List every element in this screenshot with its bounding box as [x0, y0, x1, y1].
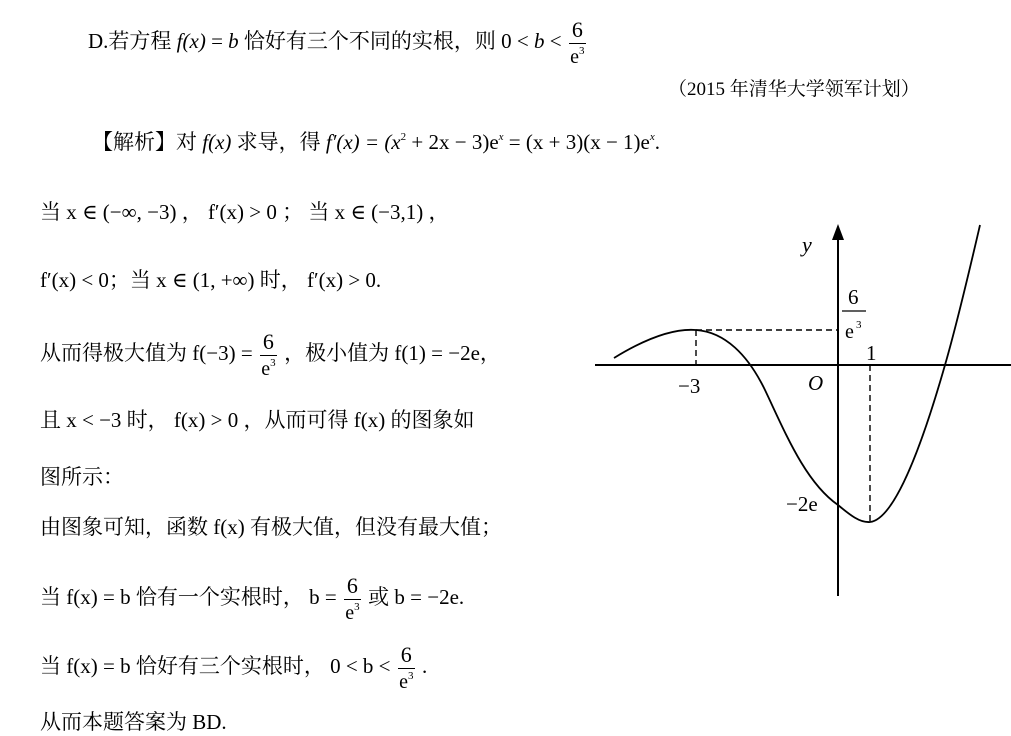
x-tick-neg3: −3 [678, 374, 701, 398]
max-value-text: 从而得极大值为 f(−3) = [40, 340, 258, 365]
frac-num: 6 [260, 330, 277, 356]
y-tick-max-exp: 3 [856, 319, 862, 331]
one-root-text: 当 f(x) = b 恰有一个实根时， b = [40, 584, 342, 609]
frac-num: 6 [344, 574, 361, 600]
ineq-lt: < [549, 28, 567, 53]
frac-den-exp: 3 [579, 45, 585, 58]
derivative-expr: f′(x) = (x [325, 130, 401, 154]
one-root-text-2: 或 b = −2e. [368, 584, 465, 609]
y-axis-arrow [832, 224, 844, 240]
ineq-b: b [534, 28, 545, 53]
text-line-4: 且 x < −3 时， f(x) > 0 ，从而可得 f(x) 的图象如 [40, 408, 475, 432]
text-line-1: 当 x ∈ (−∞, −3) ， f′(x) > 0 ； 当 x ∈ (−3,1) ， [40, 200, 450, 224]
x-tick-1: 1 [866, 341, 877, 365]
text-line-9: 从而本题答案为 BD. [40, 710, 227, 734]
text-line-6: 由图象可知，函数 f(x) 有极大值，但没有最大值； [40, 515, 502, 539]
frac-num: 6 [398, 643, 415, 669]
frac-den-base: e [261, 358, 271, 381]
derivative-expr-2: + 2x − 3)e [406, 130, 499, 154]
three-roots-period: . [422, 653, 428, 678]
frac-den-base: e [399, 671, 408, 694]
frac-den-exp: 3 [270, 357, 276, 370]
fx-expr: f(x) [176, 28, 206, 53]
equals-sign: = [211, 28, 229, 53]
min-value-text: ，极小值为 f(1) = −2e， [284, 340, 501, 365]
frac-den-base: e [570, 46, 580, 69]
frac-den-exp: 3 [354, 601, 360, 614]
three-roots-text: 当 f(x) = b 恰好有三个实根时， 0 < b < [40, 653, 396, 678]
analysis-period: . [654, 130, 661, 154]
analysis-text-1: 对 [176, 130, 203, 154]
source-citation: （2015 年清华大学领军计划） [668, 79, 920, 100]
frac-num: 6 [569, 18, 586, 44]
square-exp: 2 [400, 131, 407, 143]
y-tick-max-den: e [845, 321, 854, 343]
origin-label: O [808, 371, 824, 395]
exp-x-1: x [498, 131, 504, 143]
frac-den-exp: 3 [407, 670, 414, 683]
ineq-left: 0 < [501, 28, 535, 53]
function-curve [614, 225, 980, 522]
derivative-factored: = (x + 3)(x − 1)e [503, 130, 650, 154]
y-tick-min: −2e [786, 492, 818, 516]
text-line-5: 图所示： [40, 465, 124, 489]
option-d-text: 恰好有三个不同的实根，则 [243, 28, 502, 53]
exp-x-2: x [649, 131, 655, 143]
text-line-2: f′(x) < 0；当 x ∈ (1, +∞) 时， f′(x) > 0. [40, 268, 382, 292]
option-d-label: D.若方程 [88, 28, 172, 53]
b-var: b [228, 28, 239, 53]
y-axis-label: y [802, 232, 812, 257]
analysis-text-2: 求导，得 [231, 130, 326, 154]
analysis-tag: 【解析】 [92, 130, 176, 154]
frac-den-base: e [345, 602, 355, 625]
analysis-fx: f(x) [202, 130, 232, 154]
y-tick-max-num: 6 [848, 285, 859, 309]
